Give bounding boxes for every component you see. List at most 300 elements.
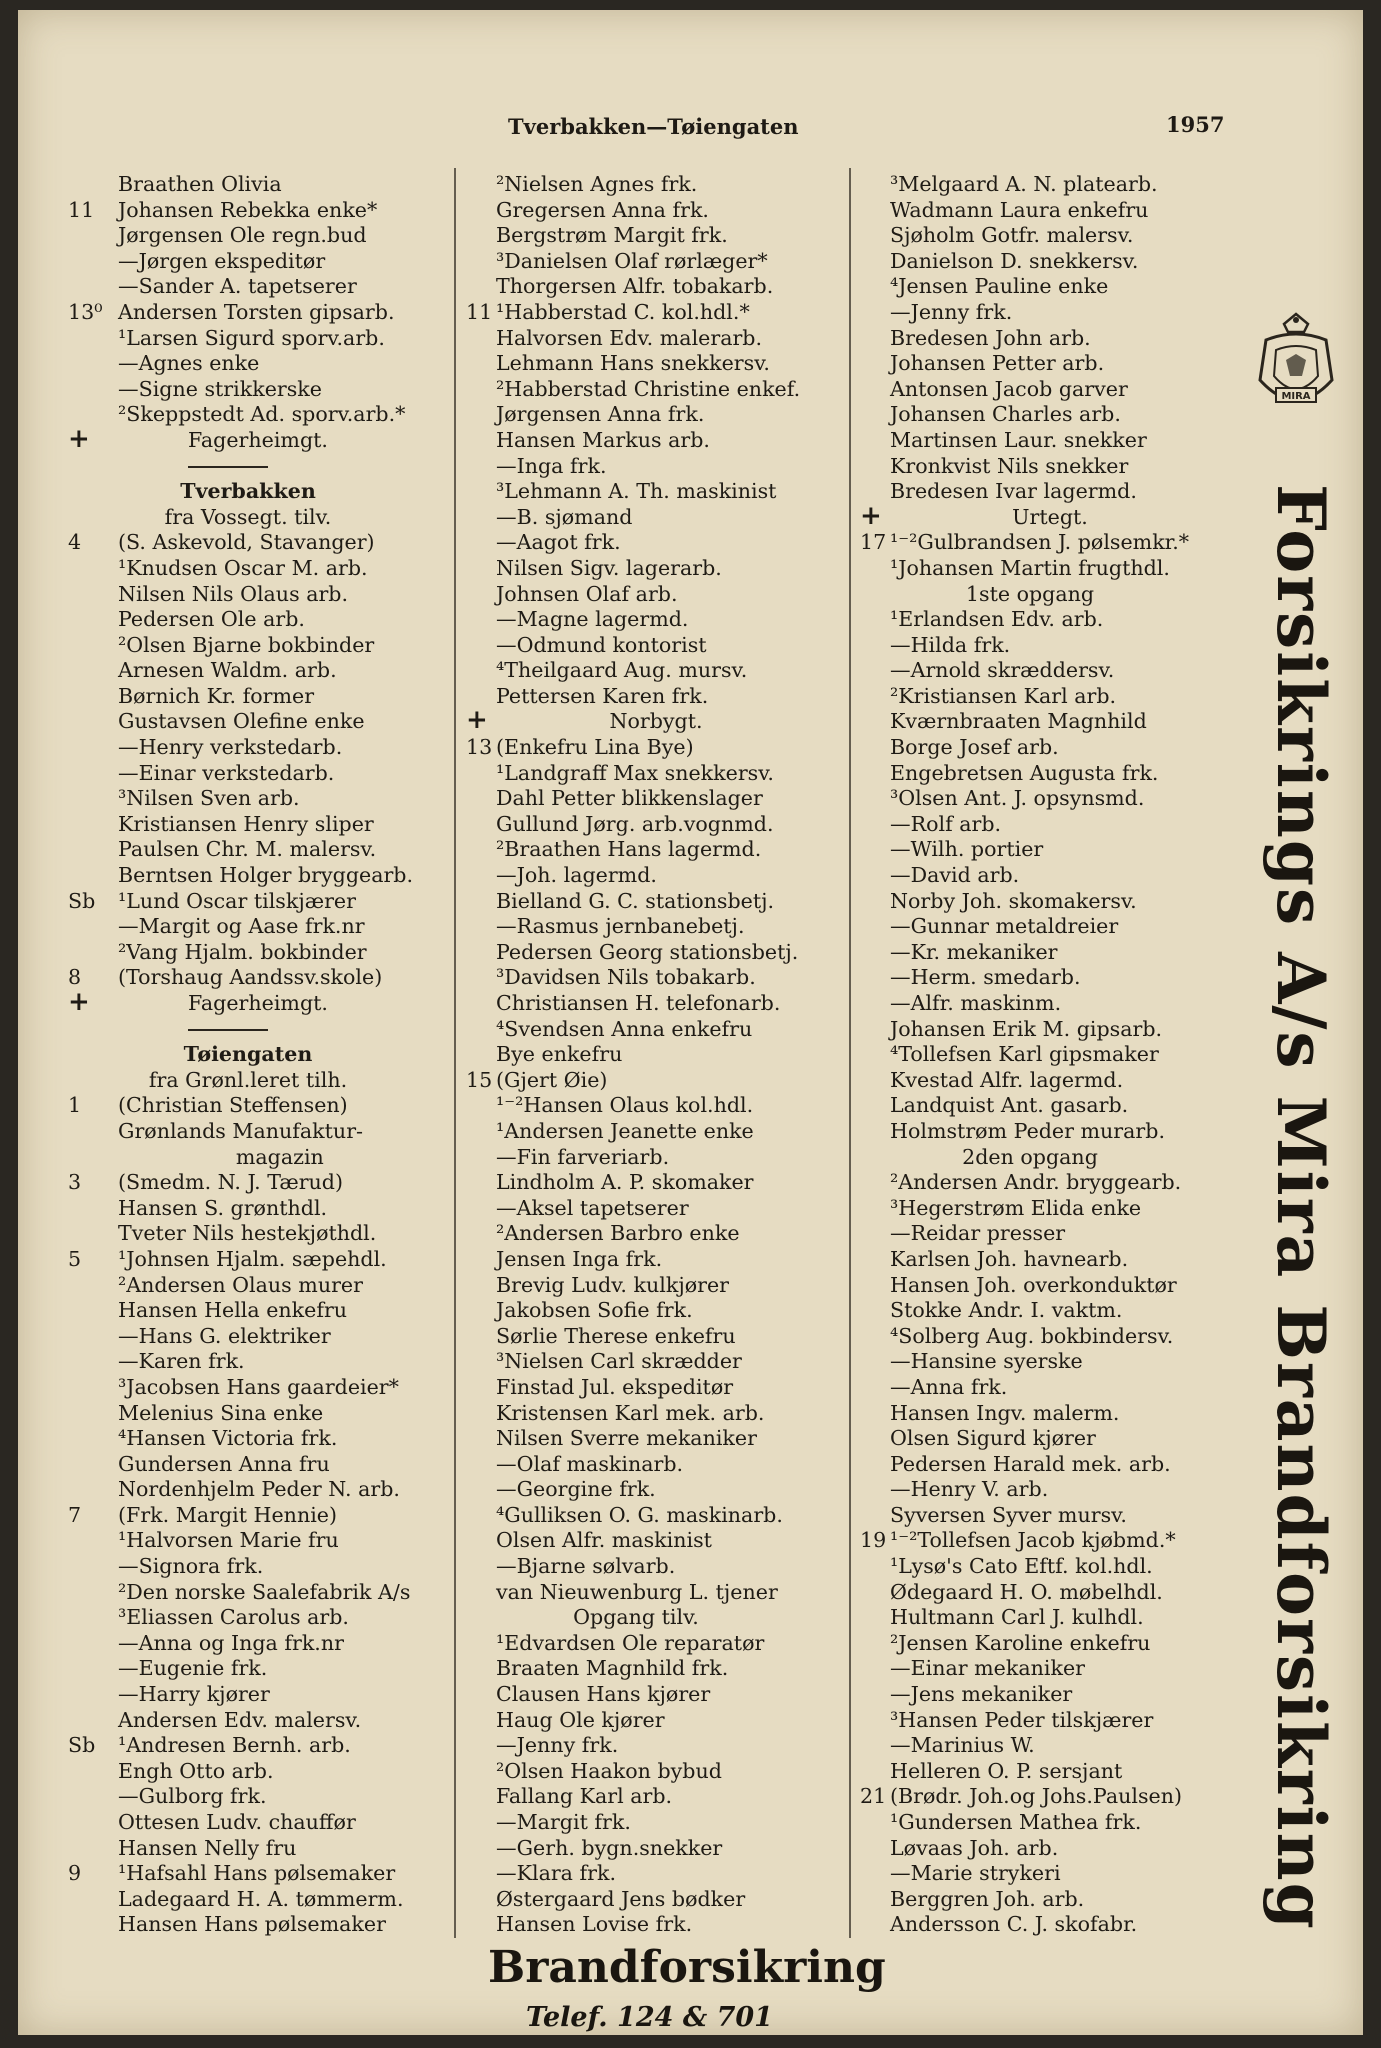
resident-entry xyxy=(860,914,1240,940)
resident-entry xyxy=(860,274,1240,300)
resident-text: ⁴Jensen Pauline enke xyxy=(890,274,1109,299)
house-number: Sb xyxy=(68,1733,96,1758)
resident-text: Melenius Sina enke xyxy=(118,1400,324,1425)
resident-text: ¹Johansen Martin frugthdl. xyxy=(890,555,1170,580)
resident-text: —Eugenie frk. xyxy=(118,1656,268,1681)
house-number: 11 xyxy=(68,197,95,222)
resident-text: —Anna og Inga frk.nr xyxy=(118,1630,344,1655)
resident-entry xyxy=(68,914,468,940)
resident-text: Ødegaard H. O. møbelhdl. xyxy=(890,1579,1163,1604)
resident-text: —Reidar presser xyxy=(890,1221,1066,1246)
resident-entry xyxy=(466,1580,854,1606)
resident-text: —Odmund kontorist xyxy=(496,632,707,657)
resident-entry xyxy=(860,1682,1240,1708)
resident-text: ⁴Tollefsen Karl gipsmaker xyxy=(890,1042,1159,1067)
resident-text: —Hansine syerske xyxy=(890,1349,1083,1374)
resident-text: Paulsen Chr. M. malersv. xyxy=(118,837,377,862)
resident-entry xyxy=(68,1426,468,1452)
resident-text: Hultmann Carl J. kulhdl. xyxy=(890,1605,1144,1630)
resident-entry xyxy=(68,530,468,556)
resident-text: Helleren O. P. sersjant xyxy=(890,1758,1123,1783)
resident-text: Nordenhjelm Peder N. arb. xyxy=(118,1477,400,1502)
resident-text: —Jørgen ekspeditør xyxy=(118,248,326,273)
resident-entry xyxy=(860,837,1240,863)
resident-entry xyxy=(860,249,1240,275)
resident-entry xyxy=(466,633,854,659)
resident-text: —Aagot frk. xyxy=(496,530,621,555)
resident-text: Hansen Markus arb. xyxy=(496,427,710,452)
resident-entry xyxy=(860,223,1240,249)
resident-text: —David arb. xyxy=(890,863,1020,888)
resident-entry xyxy=(860,607,1240,633)
resident-text: Norby Joh. skomakersv. xyxy=(890,888,1137,913)
resident-entry xyxy=(860,1349,1240,1375)
resident-text: ²Vang Hjalm. bokbinder xyxy=(118,939,367,964)
house-number: 19 xyxy=(860,1528,887,1553)
resident-text: Braathen Olivia xyxy=(118,172,282,196)
resident-text: Gregersen Anna frk. xyxy=(496,197,709,222)
resident-entry xyxy=(466,1682,854,1708)
resident-entry xyxy=(466,198,854,224)
resident-entry xyxy=(466,1042,854,1068)
resident-text: ⁴Svendsen Anna enkefru xyxy=(496,1016,753,1041)
resident-text: Fallang Karl arb. xyxy=(496,1784,673,1809)
resident-entry xyxy=(68,1119,468,1145)
resident-entry xyxy=(466,863,854,889)
resident-text: Clausen Hans kjører xyxy=(496,1682,711,1707)
resident-entry xyxy=(466,1861,854,1887)
resident-entry xyxy=(860,1733,1240,1759)
resident-text: Olsen Alfr. maskinist xyxy=(496,1528,712,1553)
resident-entry xyxy=(466,1784,854,1810)
resident-text: Hansen Ingv. malerm. xyxy=(890,1400,1120,1425)
resident-entry xyxy=(466,1528,854,1554)
resident-entry xyxy=(860,479,1240,505)
cross-street-icon: + xyxy=(466,705,488,736)
resident-entry xyxy=(68,1375,468,1401)
resident-text: Tveter Nils hestekjøthdl. xyxy=(118,1221,377,1246)
resident-entry xyxy=(860,1836,1240,1862)
resident-text: ²Andersen Andr. bryggearb. xyxy=(890,1170,1182,1195)
resident-text: Kronkvist Nils snekker xyxy=(890,453,1129,478)
resident-text: —Jenny frk. xyxy=(496,1733,619,1758)
resident-text: ²Kristiansen Karl arb. xyxy=(890,683,1117,708)
resident-entry xyxy=(860,735,1240,761)
resident-text: Bye enkefru xyxy=(496,1042,623,1067)
resident-text: Gullund Jørg. arb.vognmd. xyxy=(496,811,774,836)
resident-entry xyxy=(68,377,468,403)
house-number: 7 xyxy=(68,1502,82,1527)
house-number: 13 xyxy=(466,735,493,760)
resident-text: ³Davidsen Nils tobakarb. xyxy=(496,965,756,990)
resident-text: —Sander A. tapetserer xyxy=(118,274,357,299)
resident-entry xyxy=(466,1733,854,1759)
resident-entry xyxy=(68,965,468,991)
resident-text: Bergstrøm Margit frk. xyxy=(496,223,728,248)
resident-text: ¹Habberstad C. kol.hdl.* xyxy=(496,299,750,324)
resident-text: Hansen Nelly fru xyxy=(118,1835,297,1860)
resident-text: (Gjert Øie) xyxy=(496,1067,608,1092)
resident-entry xyxy=(68,1452,468,1478)
resident-text: Gustavsen Olefine enke xyxy=(118,709,365,734)
resident-text: —Rasmus jernbanebetj. xyxy=(496,914,745,939)
resident-entry xyxy=(466,249,854,275)
resident-text: —Gulborg frk. xyxy=(118,1784,267,1809)
resident-entry xyxy=(68,684,468,710)
cross-street-row xyxy=(68,987,468,1017)
resident-text: —Gunnar metaldreier xyxy=(890,914,1119,939)
resident-entry xyxy=(466,1759,854,1785)
resident-entry xyxy=(860,658,1240,684)
resident-text: Karlsen Joh. havnearb. xyxy=(890,1246,1129,1271)
resident-text: —Harry kjører xyxy=(118,1682,270,1707)
resident-text: —Gerh. bygn.snekker xyxy=(496,1835,723,1860)
resident-entry xyxy=(68,1682,468,1708)
resident-entry xyxy=(68,300,468,326)
resident-entry xyxy=(860,761,1240,787)
resident-text: ¹Lysø's Cato Eftf. kol.hdl. xyxy=(890,1554,1153,1579)
resident-entry xyxy=(860,1221,1240,1247)
cross-street-row xyxy=(466,705,854,736)
resident-text: ²Olsen Haakon bybud xyxy=(496,1758,722,1783)
resident-entry xyxy=(466,1503,854,1529)
house-number: 9 xyxy=(68,1861,82,1886)
resident-entry xyxy=(860,684,1240,710)
resident-entry xyxy=(860,1887,1240,1913)
resident-entry xyxy=(466,1196,854,1222)
footer-advert-brand: Brandforsikring xyxy=(488,1942,886,1993)
resident-entry xyxy=(466,1810,854,1836)
resident-text: Christiansen H. telefonarb. xyxy=(496,991,781,1015)
resident-entry xyxy=(466,351,854,377)
resident-entry xyxy=(68,1221,468,1247)
resident-entry xyxy=(68,1503,468,1529)
resident-entry xyxy=(466,1017,854,1043)
resident-text: Lehmann Hans snekkersv. xyxy=(496,351,770,376)
resident-text: (Brødr. Joh.og Johs.Paulsen) xyxy=(890,1784,1183,1809)
resident-entry xyxy=(860,198,1240,224)
resident-entry xyxy=(68,1273,468,1299)
resident-text: Lindholm A. P. skomaker xyxy=(496,1170,754,1195)
resident-entry xyxy=(68,1836,468,1862)
resident-text: —Henry verkstedarb. xyxy=(118,735,343,760)
resident-entry xyxy=(860,786,1240,812)
resident-entry xyxy=(860,300,1240,326)
resident-text: —Henry V. arb. xyxy=(890,1477,1049,1502)
resident-entry xyxy=(466,1145,854,1171)
resident-entry xyxy=(68,1196,468,1222)
resident-text: Bredesen Ivar lagermd. xyxy=(890,479,1137,504)
resident-entry xyxy=(466,1298,854,1324)
resident-text: ¹Johnsen Hjalm. sæpehdl. xyxy=(118,1246,387,1271)
resident-text: (Frk. Margit Hennie) xyxy=(118,1502,338,1527)
resident-entry xyxy=(68,607,468,633)
resident-text: ³Melgaard A. N. platearb. xyxy=(890,172,1158,196)
resident-text: ²Nielsen Agnes frk. xyxy=(496,172,698,196)
resident-text: (Torshaug Aandssv.skole) xyxy=(118,965,383,990)
resident-entry xyxy=(860,351,1240,377)
resident-entry xyxy=(466,1426,854,1452)
resident-text: ¹Halvorsen Marie fru xyxy=(118,1528,339,1553)
resident-entry xyxy=(466,812,854,838)
resident-entry xyxy=(860,1528,1240,1554)
resident-entry xyxy=(860,1324,1240,1350)
resident-entry xyxy=(466,1401,854,1427)
resident-entry xyxy=(68,582,468,608)
resident-text: ²Den norske Saalefabrik A/s xyxy=(118,1579,411,1604)
resident-entry xyxy=(466,530,854,556)
resident-text: Kristensen Karl mek. arb. xyxy=(496,1400,765,1425)
resident-text: ¹⁻²Gulbrandsen J. pølsemkr.* xyxy=(890,530,1190,555)
resident-entry xyxy=(466,1247,854,1273)
resident-entry xyxy=(68,223,468,249)
resident-entry xyxy=(860,1401,1240,1427)
cross-street-name: Fagerheimgt. xyxy=(188,991,328,1015)
directory-column-2 xyxy=(466,172,854,1938)
resident-text: Brevig Ludv. kulkjører xyxy=(496,1272,729,1297)
resident-text: —Olaf maskinarb. xyxy=(496,1451,684,1476)
resident-text: Thorgersen Alfr. tobakarb. xyxy=(496,274,774,299)
resident-entry xyxy=(466,454,854,480)
resident-entry xyxy=(466,607,854,633)
section-rule xyxy=(68,454,468,480)
resident-entry xyxy=(860,1477,1240,1503)
resident-entry xyxy=(466,684,854,710)
resident-entry xyxy=(860,1503,1240,1529)
resident-text: Bredesen John arb. xyxy=(890,325,1091,350)
resident-text: —Einar verkstedarb. xyxy=(118,760,335,785)
resident-entry xyxy=(860,1452,1240,1478)
resident-entry xyxy=(860,812,1240,838)
resident-text: —Klara frk. xyxy=(496,1861,617,1886)
resident-text: Olsen Sigurd kjører xyxy=(890,1426,1096,1451)
resident-text: —Jenny frk. xyxy=(890,299,1013,324)
resident-text: Nilsen Nils Olaus arb. xyxy=(118,581,349,606)
resident-text: ⁴Solberg Aug. bokbindersv. xyxy=(890,1323,1174,1348)
resident-entry xyxy=(466,1452,854,1478)
resident-entry xyxy=(466,1708,854,1734)
resident-text: ¹Knudsen Oscar M. arb. xyxy=(118,555,368,580)
resident-entry xyxy=(466,1119,854,1145)
resident-entry xyxy=(860,1784,1240,1810)
resident-entry xyxy=(860,889,1240,915)
resident-text: —Georgine frk. xyxy=(496,1477,656,1502)
resident-entry xyxy=(860,1068,1240,1094)
house-number: 21 xyxy=(860,1784,887,1809)
resident-text: —Alfr. maskinm. xyxy=(890,991,1062,1015)
resident-entry xyxy=(466,1887,854,1913)
page-title: Tverbakken—Tøiengaten xyxy=(508,114,799,139)
resident-entry xyxy=(68,1477,468,1503)
resident-text: Løvaas Joh. arb. xyxy=(890,1835,1059,1860)
house-number: 15 xyxy=(466,1067,493,1092)
resident-entry xyxy=(68,709,468,735)
resident-entry xyxy=(466,223,854,249)
resident-text: ⁴Gulliksen O. G. maskinarb. xyxy=(496,1502,783,1527)
resident-text: Jørgensen Ole regn.bud xyxy=(118,223,367,248)
resident-text: —Signora frk. xyxy=(118,1554,264,1579)
resident-entry xyxy=(68,1887,468,1913)
resident-text: ¹Edvardsen Ole reparatør xyxy=(496,1630,765,1655)
resident-entry xyxy=(860,1042,1240,1068)
cross-street-icon: + xyxy=(860,500,882,531)
resident-entry xyxy=(68,1708,468,1734)
resident-entry xyxy=(860,454,1240,480)
resident-text: —Wilh. portier xyxy=(890,837,1044,862)
resident-text: Jensen Inga frk. xyxy=(496,1246,663,1271)
resident-entry xyxy=(68,1145,468,1171)
resident-text: —Herm. smedarb. xyxy=(890,965,1081,990)
resident-text: ³Nielsen Carl skrædder xyxy=(496,1349,742,1374)
resident-text: Hansen Hans pølsemaker xyxy=(118,1912,386,1937)
section-note: 1ste opgang xyxy=(965,581,1095,606)
resident-entry xyxy=(466,300,854,326)
resident-text: ³Olsen Ant. J. opsynsmd. xyxy=(890,786,1145,811)
resident-text: Bielland G. C. stationsbetj. xyxy=(496,888,775,913)
cross-street-icon: + xyxy=(68,423,90,454)
resident-entry xyxy=(860,863,1240,889)
resident-entry xyxy=(860,1170,1240,1196)
resident-text: —Karen frk. xyxy=(118,1349,245,1374)
resident-text: Braaten Magnhild frk. xyxy=(496,1656,729,1681)
resident-text: Haug Ole kjører xyxy=(496,1707,665,1732)
resident-entry xyxy=(860,633,1240,659)
resident-text: ¹Andersen Jeanette enke xyxy=(496,1118,754,1143)
resident-entry xyxy=(68,1656,468,1682)
resident-entry xyxy=(466,889,854,915)
resident-text: ³Eliassen Carolus arb. xyxy=(118,1605,349,1630)
resident-entry xyxy=(68,1093,468,1119)
resident-entry xyxy=(68,1349,468,1375)
resident-text: Gundersen Anna fru xyxy=(118,1451,330,1476)
cross-street-icon: + xyxy=(68,987,90,1017)
resident-entry xyxy=(466,914,854,940)
resident-entry xyxy=(466,377,854,403)
resident-entry xyxy=(466,556,854,582)
resident-entry xyxy=(466,1068,854,1094)
resident-entry xyxy=(68,1784,468,1810)
page-number: 1957 xyxy=(1166,112,1225,137)
resident-entry xyxy=(860,1426,1240,1452)
resident-text: —Agnes enke xyxy=(118,351,260,376)
resident-text: Johnsen Olaf arb. xyxy=(496,581,678,606)
resident-text: ²Jensen Karoline enkefru xyxy=(890,1630,1151,1655)
resident-entry xyxy=(860,428,1240,454)
resident-text: —Margit frk. xyxy=(496,1810,631,1834)
side-advertisement xyxy=(1262,484,1348,1931)
resident-text: Grønlands Manufaktur- xyxy=(118,1118,363,1143)
resident-entry xyxy=(466,1477,854,1503)
resident-entry xyxy=(68,786,468,812)
resident-entry xyxy=(860,940,1240,966)
resident-text: Østergaard Jens bødker xyxy=(496,1886,746,1911)
resident-text: Syversen Syver mursv. xyxy=(890,1502,1127,1527)
house-number: 4 xyxy=(68,530,82,555)
resident-entry xyxy=(466,1554,854,1580)
resident-text: ¹⁻²Hansen Olaus kol.hdl. xyxy=(496,1093,754,1118)
resident-text: Jakobsen Sofie frk. xyxy=(496,1298,693,1323)
resident-entry xyxy=(860,377,1240,403)
resident-entry xyxy=(860,1375,1240,1401)
resident-entry xyxy=(466,1221,854,1247)
resident-entry xyxy=(68,274,468,300)
resident-text: Berntsen Holger bryggearb. xyxy=(118,863,414,888)
resident-entry xyxy=(466,274,854,300)
resident-text: ⁴Theilgaard Aug. mursv. xyxy=(496,658,748,683)
resident-entry xyxy=(68,761,468,787)
resident-text: Pedersen Ole arb. xyxy=(118,607,305,632)
resident-entry xyxy=(68,1861,468,1887)
resident-entry xyxy=(860,1631,1240,1657)
resident-text: ³Hansen Peder tilskjærer xyxy=(890,1707,1154,1732)
resident-text: Danielson D. snekkersv. xyxy=(890,248,1139,273)
resident-text: Pettersen Karen frk. xyxy=(496,683,709,708)
resident-text: ¹Larsen Sigurd sporv.arb. xyxy=(118,325,385,350)
resident-entry xyxy=(68,1554,468,1580)
resident-entry xyxy=(860,1708,1240,1734)
resident-text: Hansen Joh. overkonduktør xyxy=(890,1272,1177,1297)
resident-text: ¹Landgraff Max snekkersv. xyxy=(496,760,774,785)
resident-entry xyxy=(68,1810,468,1836)
resident-text: Antonsen Jacob garver xyxy=(890,376,1128,401)
resident-entry xyxy=(860,709,1240,735)
resident-text: ³Lehmann A. Th. maskinist xyxy=(496,479,777,504)
resident-entry xyxy=(68,658,468,684)
resident-text: ³Hegerstrøm Elida enke xyxy=(890,1195,1142,1220)
section-note: 2den opgang xyxy=(962,1144,1098,1169)
resident-entry xyxy=(860,326,1240,352)
cross-street-row xyxy=(860,500,1240,531)
section-note: fra Vossegt. tilv. xyxy=(164,504,332,529)
resident-entry xyxy=(860,1196,1240,1222)
house-number: Sb xyxy=(68,888,96,913)
resident-text: —Arnold skræddersv. xyxy=(890,658,1115,683)
resident-entry xyxy=(466,428,854,454)
section-rule xyxy=(68,1017,468,1043)
resident-entry xyxy=(466,837,854,863)
resident-entry xyxy=(68,1298,468,1324)
resident-text: Wadmann Laura enkefru xyxy=(890,197,1149,222)
resident-text: ²Skeppstedt Ad. sporv.arb.* xyxy=(118,402,406,427)
resident-text: Andersen Edv. malersv. xyxy=(118,1707,362,1732)
resident-entry xyxy=(466,172,854,198)
resident-entry xyxy=(860,991,1240,1017)
resident-text: Kristiansen Henry sliper xyxy=(118,811,374,836)
resident-text: —Aksel tapetserer xyxy=(496,1195,689,1220)
resident-text: Nilsen Sverre mekaniker xyxy=(496,1426,757,1451)
resident-text: —Signe strikkerske xyxy=(118,376,322,401)
resident-entry xyxy=(68,1247,468,1273)
resident-text: Engebretsen Augusta frk. xyxy=(890,760,1159,785)
resident-entry xyxy=(68,1759,468,1785)
resident-entry xyxy=(68,351,468,377)
resident-text: —Margit og Aase frk.nr xyxy=(118,914,365,939)
resident-entry xyxy=(68,1528,468,1554)
resident-text: Engh Otto arb. xyxy=(118,1758,274,1783)
side-ad-text: Forsikrings A/s Mira Brandforsikring xyxy=(1262,484,1340,1931)
resident-entry xyxy=(68,812,468,838)
resident-text: Ladegaard H. A. tømmerm. xyxy=(118,1886,404,1911)
resident-text: Martinsen Laur. snekker xyxy=(890,427,1147,452)
resident-entry xyxy=(68,249,468,275)
resident-entry xyxy=(68,1324,468,1350)
resident-text: —Marie strykeri xyxy=(890,1861,1061,1886)
resident-text: (Smedm. N. J. Tærud) xyxy=(118,1170,344,1195)
resident-text: —Bjarne sølvarb. xyxy=(496,1554,676,1579)
resident-text: ¹Andresen Bernh. arb. xyxy=(118,1733,351,1758)
resident-entry xyxy=(466,761,854,787)
resident-entry xyxy=(466,1349,854,1375)
